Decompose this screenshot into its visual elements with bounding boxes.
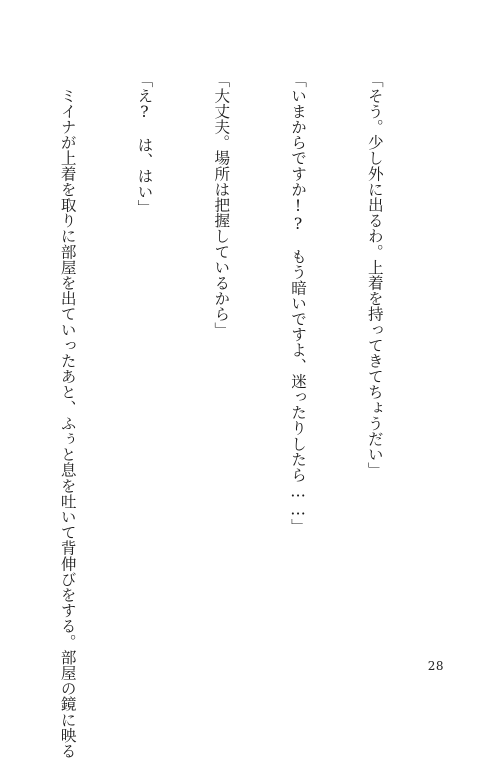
text-line: ミイナが上着を取りに部屋を出ていったあと、ふぅと息を吐いて背伸びをする。部屋の鏡に映る	[58, 72, 77, 758]
text-line: 「そう。少し外に出るわ。上着を持ってきてちょうだい」	[365, 72, 384, 478]
page-number: 28	[427, 659, 444, 673]
text-line: 「大丈夫。場所は把握しているから」	[212, 72, 231, 338]
text-line	[0, 72, 3, 644]
text-line: 「いまからですか!? もう暗いですよ、迷ったりしたら……」	[289, 72, 308, 534]
text-line: 「え? は、はい」	[135, 72, 154, 215]
